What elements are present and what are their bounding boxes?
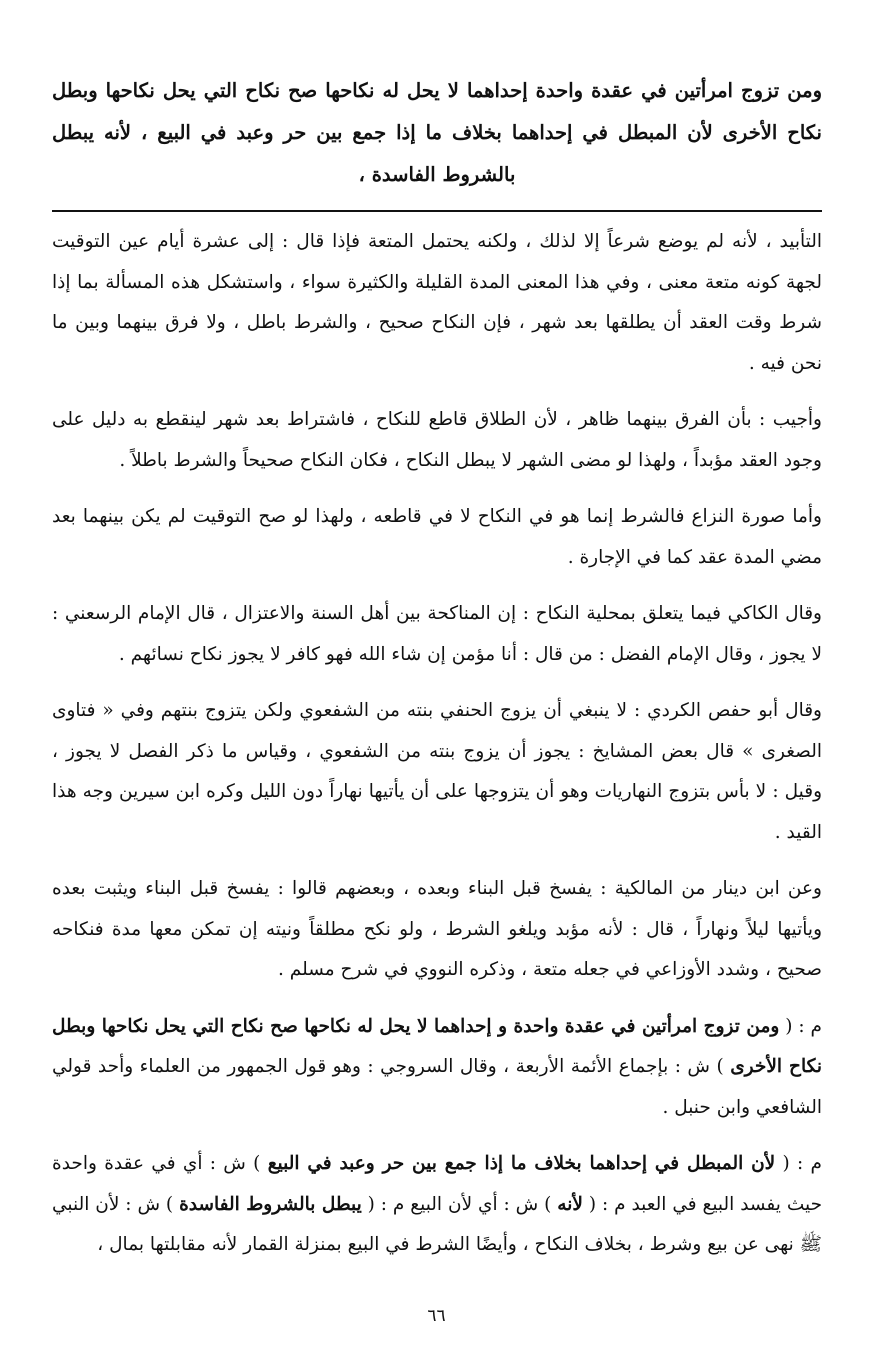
commentary-paragraph-5: وقال أبو حفص الكردي : لا ينبغي أن يزوج الحنفي بنته من الشفعوي ولكن يتزوج بنتهم وفي « فتاوى الصغرى » قال بعض المشايخ : يجوز أن يزوج بنته من الشفعوي ، وقياس ما ذكر الفصل لا يجوز ، وقيل : لا بأس بتزوج النهاريات وهو أن يتزوجها على أن يأتيها نهاراً دون الليل وكره ابن سيرين وجه هذا القيد .: [52, 700, 822, 843]
sharh-2-prefix: م : (: [775, 1153, 823, 1174]
sharh-2-matn-quote-2: لأنه: [557, 1193, 583, 1215]
commentary-paragraph-1: التأبيد ، لأنه لم يوضع شرعاً إلا لذلك ، ولكنه يحتمل المتعة فإذا قال : إلى عشرة أيام عين التوقيت لجهة كونه متعة معنى ، وفي هذا المعنى المدة القليلة والكثيرة سواء ، واستشكل هذه المسألة بما إذا شرط وقت العقد أن يطلقها بعد شهر ، فإن النكاح صحيح ، والشرط باطل ، ولا فرق بينهما وبين ما نحن فيه .: [52, 231, 822, 374]
separator-rule: [52, 210, 822, 212]
document-page: [52, 70, 822, 1282]
sharh-2-commentary-1: ) ش : أي في عقدة واحدة حيث يفسد البيع في العبد م : (: [52, 1153, 823, 1215]
page-number: ٦٦: [427, 1306, 446, 1326]
sharh-2-commentary-3: ) ش : لأن النبي ﷺ نهى عن بيع وشرط ، بخلاف النكاح ، وأيضًا الشرط في البيع بمنزلة القمار لأنه مقابلتها بمال ،: [52, 1193, 822, 1255]
sharh-paragraph-1: [52, 1007, 822, 1129]
commentary-paragraph-3: وأما صورة النزاع فالشرط إنما هو في النكاح لا في قاطعه ، ولهذا لو صح التوقيت لم يكن بينهما بعد مضي المدة عقد كما في الإجارة .: [52, 506, 822, 568]
sharh-paragraph-2: [52, 1144, 822, 1266]
commentary-paragraph-6: وعن ابن دينار من المالكية : يفسخ قبل البناء وبعده ، وبعضهم قالوا : يفسخ قبل البناء ويثبت بعده ويأتيها ليلاً ونهاراً ، قال : لأنه مؤبد ويلغو الشرط ، ولو نكح مطلقاً ونيته إن تمكن معها مدة فنكاحه صحيح ، وشدد الأوزاعي في جعله متعة ، وذكره النووي في شرح مسلم .: [52, 878, 822, 980]
sharh-1-commentary: ) ش : بإجماع الأئمة الأربعة ، وقال السروجي : وهو قول الجمهور من العلماء وأحد قولي الشافعي وابن حنبل .: [52, 1056, 822, 1118]
sharh-2-matn-quote-3: يبطل بالشروط الفاسدة: [179, 1193, 362, 1215]
sharh-2-matn-quote-1: لأن المبطل في إحداهما بخلاف ما إذا جمع بين حر وعبد في البيع: [267, 1153, 776, 1174]
sharh-1-prefix: م : (: [779, 1015, 822, 1037]
sharh-2-commentary-2: ) ش : أي لأن البيع م : (: [361, 1193, 558, 1215]
commentary-paragraph-2: وأجيب : بأن الفرق بينهما ظاهر ، لأن الطلاق قاطع للنكاح ، فاشتراط بعد شهر لينقطع به دليل على وجود العقد مؤبداً ، ولهذا لو مضى الشهر لا يبطل النكاح ، فكان النكاح صحيحاً والشرط باطلاً .: [52, 409, 822, 471]
sharh-1-matn-quote: ومن تزوج امرأتين في عقدة واحدة و إحداهما لا يحل له نكاحها صح نكاح التي يحل نكاحها وبطل نكاح الأخرى: [52, 1015, 822, 1077]
commentary-paragraph-4: وقال الكاكي فيما يتعلق بمحلية النكاح : إن المناكحة بين أهل السنة والاعتزال ، قال الإمام الرسعني : لا يجوز ، وقال الإمام الفضل : من قال : أنا مؤمن إن شاء الله فهو كافر لا يجوز نكاح نسائهم .: [52, 603, 822, 665]
matn-text: ومن تزوج امرأتين في عقدة واحدة إحداهما لا يحل له نكاحها صح نكاح التي يحل نكاحها وبطل نكاح الأخرى لأن المبطل في إحداهما بخلاف ما إذا جمع بين حر وعبد في البيع ، لأنه يبطل بالشروط الفاسدة ،: [52, 79, 822, 186]
